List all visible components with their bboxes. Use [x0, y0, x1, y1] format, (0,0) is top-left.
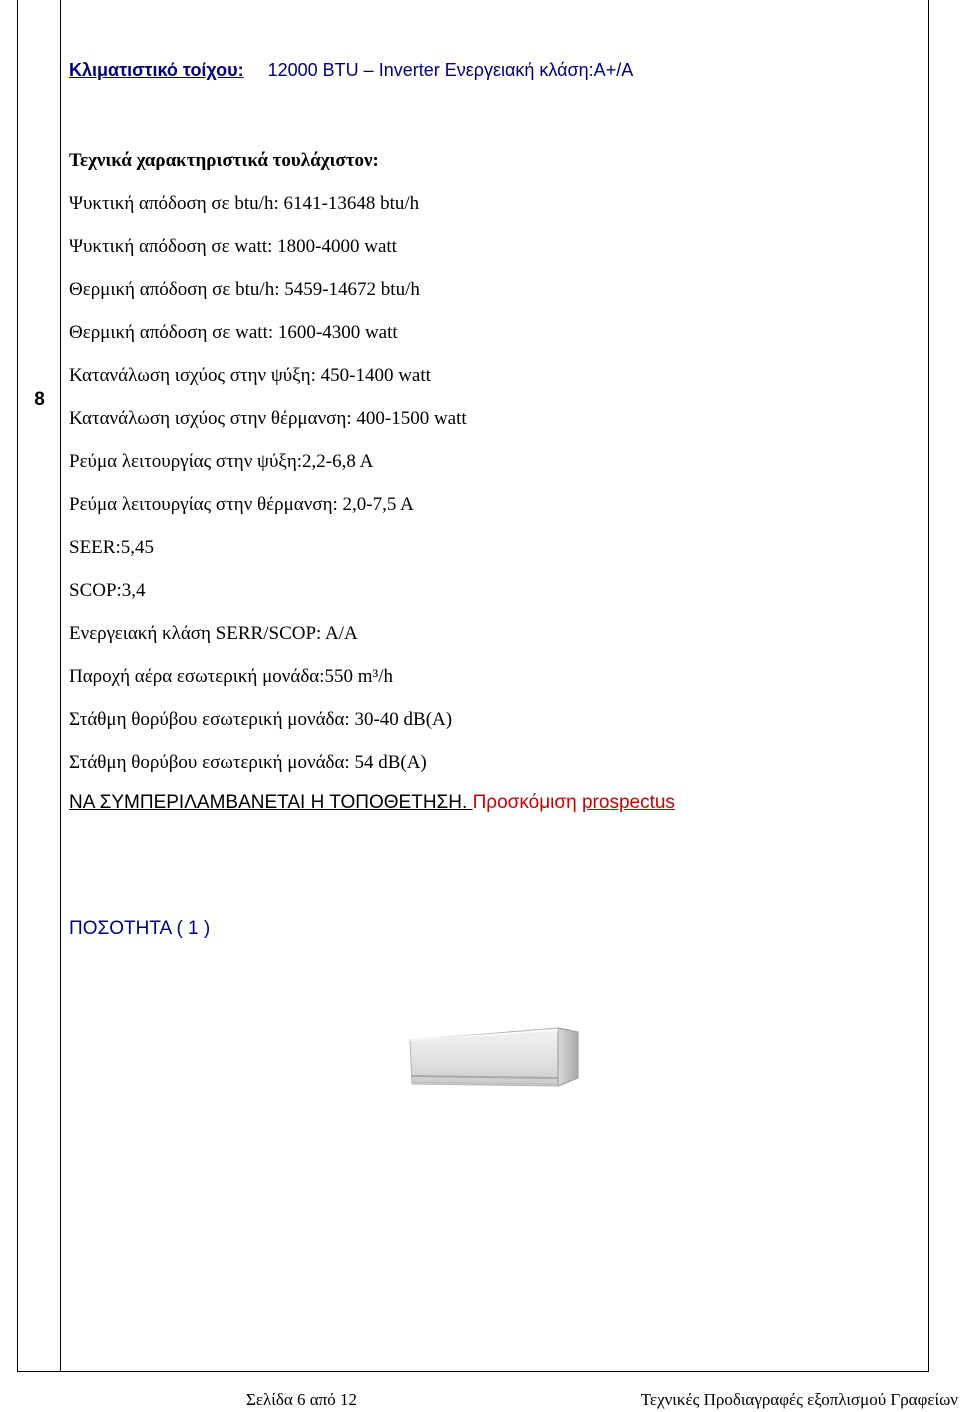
- installation-included-text: ΝΑ ΣΥΜΠΕΡΙΛΑΜΒΑΝΕΤΑΙ Η ΤΟΠΟΘΕΤΗΣΗ.: [69, 792, 473, 813]
- spec-item: Ενεργειακή κλάση SERR/SCOP: A/A: [69, 623, 358, 644]
- spec-item: SEER:5,45: [69, 537, 154, 558]
- item-number-column: [18, 0, 61, 1371]
- spec-item: Κατανάλωση ισχύος στην θέρμανση: 400-1500 watt: [69, 408, 467, 429]
- spec-item: Ρεύμα λειτουργίας στην θέρμανση: 2,0-7,5 Α: [69, 494, 414, 515]
- spec-item: Θερμική απόδοση σε btu/h: 5459-14672 btu/h: [69, 279, 420, 300]
- spec-item: Κατανάλωση ισχύος στην ψύξη: 450-1400 watt: [69, 365, 431, 386]
- spec-item: Ψυκτική απόδοση σε watt: 1800-4000 watt: [69, 236, 397, 257]
- spec-item: Στάθμη θορύβου εσωτερική μονάδα: 54 dB(A): [69, 752, 427, 773]
- product-title: [69, 60, 633, 81]
- spec-item: Στάθμη θορύβου εσωτερική μονάδα: 30-40 dB(A): [69, 709, 453, 730]
- prospectus-link[interactable]: prospectus: [581, 792, 675, 813]
- footer-document-title: Τεχνικές Προδιαγραφές εξοπλισμού Γραφείων: [640, 1390, 958, 1409]
- footer-page-number: Σελίδα 6 από 12: [246, 1390, 358, 1409]
- installation-note: [69, 792, 675, 814]
- product-type-value: 12000 BTU – Inverter Ενεργειακή κλάση:Α+/Α: [267, 60, 634, 80]
- product-type-label: Κλιματιστικό τοίχου:: [69, 60, 244, 80]
- spec-item: Θερμική απόδοση σε watt: 1600-4300 watt: [69, 322, 398, 343]
- item-number: 8: [34, 389, 45, 410]
- section-heading: Τεχνικά χαρακτηριστικά τουλάχιστον:: [69, 150, 379, 171]
- spec-item: Παροχή αέρα εσωτερική μονάδα:550 m³/h: [69, 666, 394, 687]
- spec-list: [69, 190, 467, 792]
- quantity-label: ΠΟΣΟΤΗΤΑ ( 1 ): [69, 918, 211, 939]
- spec-item: Ψυκτική απόδοση σε btu/h: 6141-13648 btu/h: [69, 193, 420, 214]
- air-conditioner-image: [408, 1026, 580, 1097]
- spec-item: Ρεύμα λειτουργίας στην ψύξη:2,2-6,8 Α: [69, 451, 374, 472]
- prospectus-prefix: Προσκόμιση: [472, 792, 582, 813]
- spec-item: SCOP:3,4: [69, 580, 146, 601]
